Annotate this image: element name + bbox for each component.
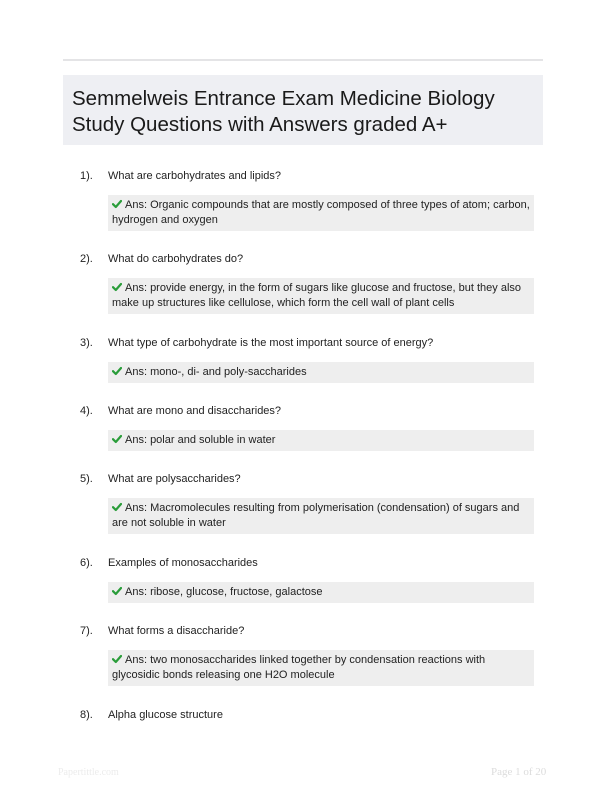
qa-item [80,624,540,686]
checkmark-icon [112,199,122,209]
question-row [80,556,540,576]
answer-text: Ans: provide energy, in the form of sugars like glucose and fructose, but they also make up structures like cellulose, which form the cell wall of plant cells [112,282,522,309]
question-row [80,252,540,272]
question-number: 3). [80,337,93,349]
checkmark-icon [112,434,122,444]
page-number: Page 1 of 20 [491,766,547,778]
question-number: 2). [80,253,93,265]
question-row [80,336,540,356]
checkmark-icon [112,586,122,596]
checkmark-icon [112,282,122,292]
question-number: 8). [80,709,93,721]
question-number: 6). [80,557,93,569]
question-text: Alpha glucose structure [108,709,223,721]
qa-item [80,556,540,603]
question-row [80,169,540,189]
qa-item [80,252,540,314]
document-title-line-1: Semmelweis Entrance Exam Medicine Biology [72,87,495,110]
qa-item [80,169,540,231]
answer-box [108,582,534,603]
checkmark-icon [112,502,122,512]
question-text: What forms a disaccharide? [108,625,245,637]
document-title [72,86,543,138]
title-banner [63,75,543,145]
qa-item [80,404,540,451]
question-row [80,404,540,424]
footer-watermark: Papertittle.com [58,767,119,778]
question-number: 7). [80,625,93,637]
question-number: 5). [80,473,93,485]
question-row [80,472,540,492]
question-text: What are carbohydrates and lipids? [108,170,282,182]
answer-text: Ans: mono-, di- and poly-saccharides [125,366,307,378]
top-divider [63,59,543,61]
answer-text: Ans: Macromolecules resulting from polymerisation (condensation) of sugars and are not soluble in water [112,502,520,529]
question-row [80,624,540,644]
answer-box [108,430,534,451]
question-text: What type of carbohydrate is the most important source of energy? [108,337,434,349]
answer-text: Ans: Organic compounds that are mostly composed of three types of atom; carbon, hydrogen and oxygen [112,199,530,226]
answer-box [108,362,534,383]
document-title-line-2: Study Questions with Answers graded A+ [72,113,448,136]
answer-box [108,650,534,686]
question-text: What are mono and disaccharides? [108,405,282,417]
qa-item [80,708,540,728]
qa-item [80,336,540,383]
checkmark-icon [112,366,122,376]
checkmark-icon [112,654,122,664]
answer-text: Ans: two monosaccharides linked together by condensation reactions with glycosidic bonds releasing one H2O molecule [112,654,486,681]
answer-text: Ans: polar and soluble in water [125,434,276,446]
answer-box [108,498,534,534]
question-row [80,708,540,728]
answer-text: Ans: ribose, glucose, fructose, galactose [125,586,323,598]
question-text: What are polysaccharides? [108,473,241,485]
answer-box [108,278,534,314]
question-text: Examples of monosaccharides [108,557,258,569]
question-text: What do carbohydrates do? [108,253,244,265]
question-number: 4). [80,405,93,417]
question-number: 1). [80,170,93,182]
answer-box [108,195,534,231]
qa-item [80,472,540,534]
